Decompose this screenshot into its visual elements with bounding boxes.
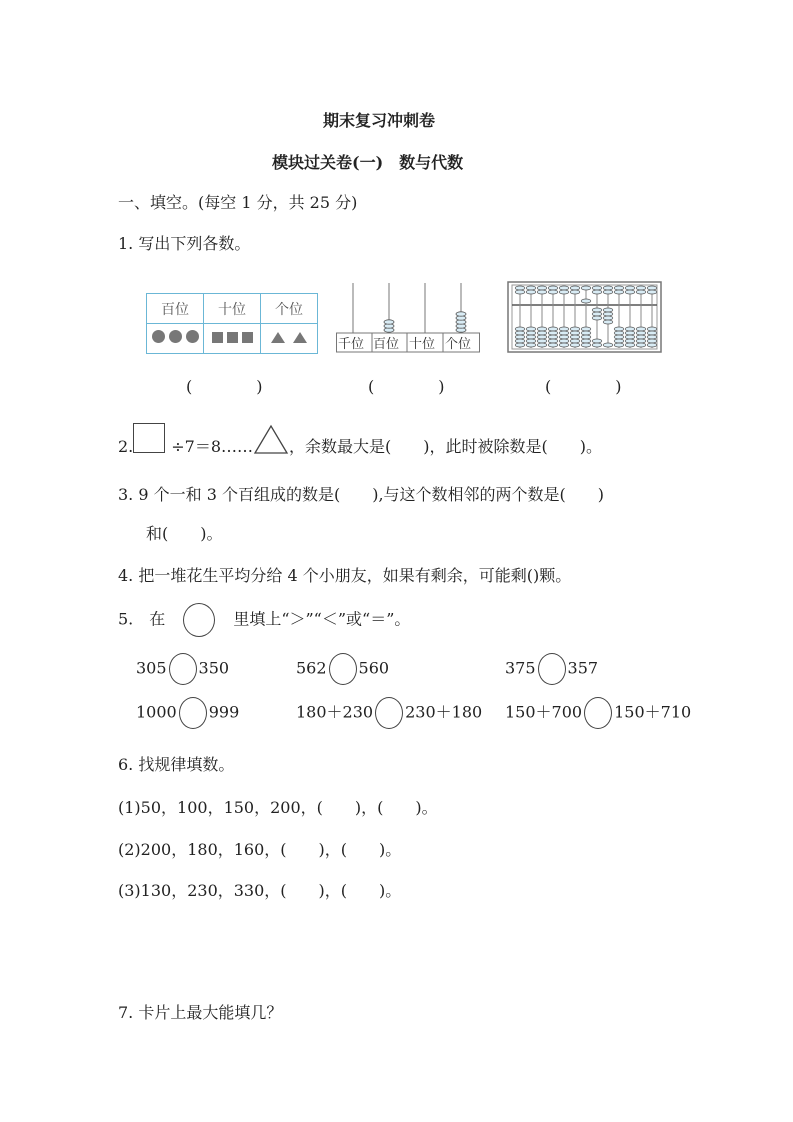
label-ones: 个位 [445, 337, 472, 352]
question-3: 3. 9 个一和 3 个百组成的数是( ),与这个数相邻的两个数是( ) [118, 485, 605, 504]
bead [592, 316, 602, 320]
bead [559, 331, 569, 335]
compare-circle[interactable] [584, 697, 612, 729]
bead [570, 331, 580, 335]
answer-blank-2[interactable]: ( ) [368, 377, 445, 396]
bead [537, 343, 547, 347]
bead [515, 343, 525, 347]
answer-blank-3[interactable]: ( ) [545, 377, 622, 396]
bead [592, 343, 602, 347]
bead [614, 335, 624, 339]
bead [636, 327, 646, 331]
bead [537, 331, 547, 335]
bead [526, 343, 536, 347]
bead [614, 343, 624, 347]
bead [647, 339, 657, 343]
triangle-icon [253, 424, 289, 454]
right-value: 560 [358, 658, 390, 678]
comparison-item [136, 697, 239, 729]
bead [526, 290, 536, 294]
bead [548, 343, 558, 347]
question-3-cont: 和( )。 [146, 524, 223, 543]
bead [548, 335, 558, 339]
left-value: 150＋700 [505, 702, 583, 722]
section-heading: 一、填空。(每空 1 分，共 25 分) [118, 193, 358, 212]
circle-icon [183, 603, 215, 637]
page-title: 期末复习冲刺卷 [323, 111, 436, 130]
bead [603, 312, 613, 316]
right-value: 350 [198, 658, 230, 678]
circles-icon [147, 324, 204, 354]
bead [526, 327, 536, 331]
bead [636, 339, 646, 343]
label-hundreds: 百位 [373, 337, 400, 352]
compare-circle[interactable] [169, 653, 197, 685]
bead [559, 335, 569, 339]
left-value: 1000 [136, 702, 177, 722]
question-7: 7. 卡片上最大能填几？ [118, 1003, 283, 1022]
bead [526, 286, 536, 290]
q2-equation: ÷7＝8…… [171, 437, 254, 456]
bead [548, 331, 558, 335]
abacus-icon [507, 281, 663, 353]
bead [592, 339, 602, 343]
bead [625, 343, 635, 347]
header-ones: 个位 [261, 294, 318, 324]
bead [636, 286, 646, 290]
comparison-item [505, 653, 598, 685]
bead [559, 286, 569, 290]
pattern-1: (1)50，100，150，200，( )，( )。 [118, 798, 438, 817]
bead [603, 320, 613, 324]
bead [515, 339, 525, 343]
bead [647, 331, 657, 335]
right-value: 999 [208, 702, 240, 722]
comparison-item [296, 653, 389, 685]
bead [636, 343, 646, 347]
bead [537, 335, 547, 339]
right-value: 150＋710 [614, 702, 692, 722]
q2-number: 2. [118, 437, 134, 456]
bead [581, 286, 591, 290]
bead [559, 290, 569, 294]
bead [559, 339, 569, 343]
bead [603, 316, 613, 320]
bead [570, 286, 580, 290]
bead [603, 290, 613, 294]
bead [515, 286, 525, 290]
bead [636, 290, 646, 294]
bead [515, 335, 525, 339]
label-thousands: 千位 [338, 337, 365, 352]
bead [603, 343, 613, 347]
question-4: 4. 把一堆花生平均分给 4 个小朋友，如果有剩余，可能剩()颗。 [118, 566, 572, 585]
left-value: 180＋230 [296, 702, 374, 722]
bead [515, 327, 525, 331]
bead [592, 308, 602, 312]
bead [636, 335, 646, 339]
header-hundreds: 百位 [147, 294, 204, 324]
bead [581, 339, 591, 343]
bead [614, 331, 624, 335]
bead [515, 331, 525, 335]
bead [625, 327, 635, 331]
answer-blank-1[interactable]: ( ) [186, 377, 263, 396]
header-tens: 十位 [204, 294, 261, 324]
square-icon [133, 423, 165, 453]
bead [647, 335, 657, 339]
left-value: 375 [505, 658, 536, 678]
bead [570, 327, 580, 331]
bead [548, 327, 558, 331]
bead [625, 290, 635, 294]
compare-circle[interactable] [179, 697, 207, 729]
compare-circle[interactable] [375, 697, 403, 729]
right-value: 230＋180 [405, 702, 483, 722]
q5-prefix: 5. 在 [118, 609, 166, 629]
bead [537, 327, 547, 331]
bead [625, 335, 635, 339]
bead [570, 290, 580, 294]
bead [603, 308, 613, 312]
place-value-table [146, 293, 318, 354]
bead [581, 335, 591, 339]
right-value: 357 [567, 658, 599, 678]
q2-text: ，余数最大是( )，此时被除数是( )。 [289, 437, 603, 456]
question-6: 6. 找规律填数。 [118, 755, 235, 774]
bead [570, 335, 580, 339]
bead [592, 290, 602, 294]
triangles-icon [261, 324, 318, 354]
bead [581, 343, 591, 347]
bead [526, 331, 536, 335]
bead [625, 331, 635, 335]
bead [625, 286, 635, 290]
bead [548, 290, 558, 294]
bead [647, 290, 657, 294]
bead [614, 290, 624, 294]
compare-circle[interactable] [538, 653, 566, 685]
bead [559, 327, 569, 331]
left-value: 562 [296, 658, 327, 678]
bead [625, 339, 635, 343]
comparison-item [136, 653, 229, 685]
bead [614, 286, 624, 290]
counting-frame-icon [336, 283, 481, 353]
pattern-3: (3)130，230，330，( )，( )。 [118, 881, 402, 900]
bead [548, 339, 558, 343]
bead [647, 327, 657, 331]
bead [526, 339, 536, 343]
q5-text: 里填上“＞”“＜”或“＝”。 [233, 609, 411, 629]
comparison-item [296, 697, 482, 729]
bead [581, 331, 591, 335]
page-subtitle: 模块过关卷(一) 数与代数 [272, 153, 464, 172]
bead [614, 327, 624, 331]
bead [636, 331, 646, 335]
left-value: 305 [136, 658, 167, 678]
bead [526, 335, 536, 339]
bead [592, 286, 602, 290]
label-tens: 十位 [409, 337, 436, 352]
question-5 [118, 603, 410, 637]
bead [537, 339, 547, 343]
bead [570, 343, 580, 347]
question-1: 1. 写出下列各数。 [118, 234, 251, 253]
compare-circle[interactable] [329, 653, 357, 685]
bead [537, 286, 547, 290]
bead [559, 343, 569, 347]
bead [647, 286, 657, 290]
bead [548, 286, 558, 290]
comparison-item [505, 697, 691, 729]
bead [570, 339, 580, 343]
bead [603, 286, 613, 290]
squares-icon [204, 324, 261, 354]
bead [592, 312, 602, 316]
bead [537, 290, 547, 294]
bead [647, 343, 657, 347]
bead [581, 299, 591, 303]
question-2 [118, 423, 602, 457]
bead [614, 339, 624, 343]
bead [581, 327, 591, 331]
bead [515, 290, 525, 294]
pattern-2: (2)200，180，160，( )，( )。 [118, 840, 402, 859]
